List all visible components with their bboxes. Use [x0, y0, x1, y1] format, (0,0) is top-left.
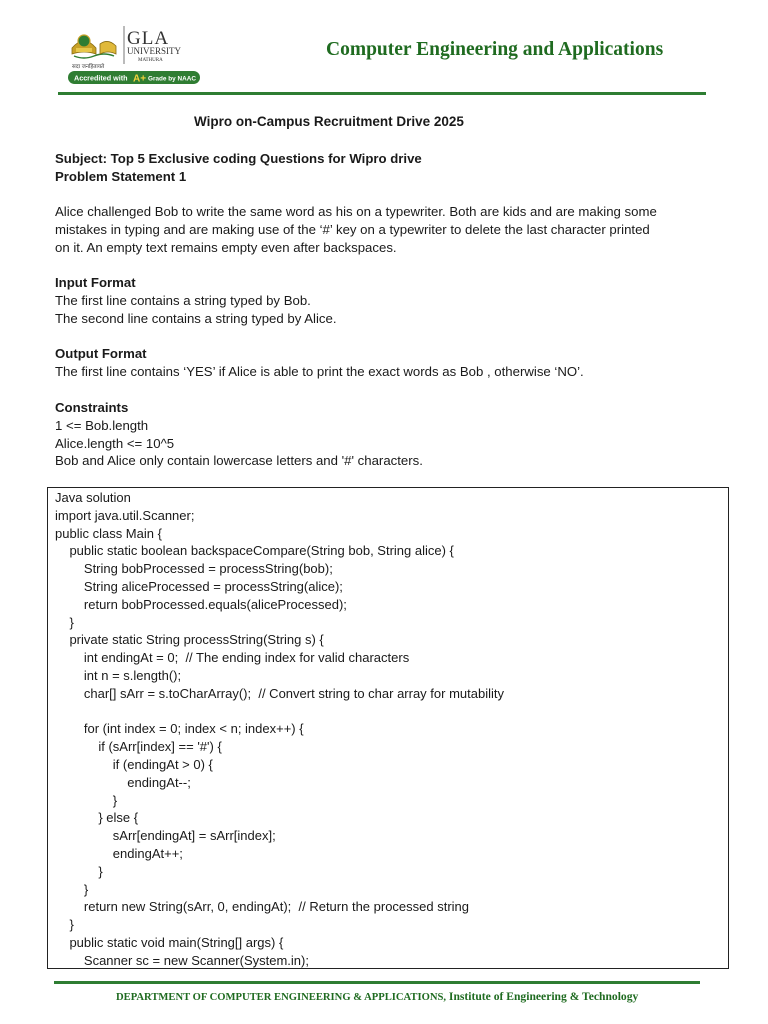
header-divider — [58, 92, 706, 95]
logo-grade: A+ — [133, 73, 147, 85]
code-line: } else { — [55, 810, 139, 826]
footer-text — [116, 990, 638, 1003]
output-format-line: The first line contains ‘YES’ if Alice is able to print the exact words as Bob , otherwise ‘NO’. — [55, 363, 584, 379]
logo-university: UNIVERSITY — [127, 46, 181, 56]
constraint-line: 1 <= Bob.length — [55, 417, 149, 433]
code-line: int n = s.length(); — [55, 667, 182, 683]
output-format-section — [55, 345, 715, 381]
code-line: String aliceProcessed = processString(alice); — [55, 578, 343, 594]
code-line: if (sArr[index] == '#') { — [55, 739, 222, 755]
code-line: public class Main { — [55, 525, 162, 541]
code-line: return bobProcessed.equals(aliceProcessed); — [55, 596, 347, 612]
code-line: int endingAt = 0; // The ending index for valid characters — [55, 650, 410, 666]
logo-accredited: Accredited with — [74, 73, 128, 83]
logo-motto: सदा जनहितायते — [72, 64, 105, 70]
code-block — [47, 487, 729, 969]
constraint-line: Alice.length <= 10^5 — [55, 435, 175, 451]
gla-university-logo — [66, 24, 202, 86]
code-line: public static boolean backspaceCompare(String bob, String alice) { — [55, 543, 454, 559]
problem-text — [55, 203, 715, 256]
department-title: Computer Engineering and Applications — [326, 39, 664, 60]
code-line: } — [55, 614, 74, 630]
code-line: return new String(sArr, 0, endingAt); // Return the processed string — [55, 899, 470, 915]
input-format-line: The second line contains a string typed by Alice. — [55, 310, 337, 326]
logo-city: MATHURA — [138, 58, 163, 63]
code-line: } — [55, 917, 74, 933]
code-line: import java.util.Scanner; — [55, 507, 195, 523]
subject-line: Subject: Top 5 Exclusive coding Questions for Wipro drive — [55, 151, 422, 166]
problem-text-line: mistakes in typing and are making use of the ‘#’ key on a typewriter to delete the last character printed — [55, 221, 650, 237]
code-line: char[] sArr = s.toCharArray(); // Convert string to char array for mutability — [55, 685, 504, 701]
code-line: sArr[endingAt] = sArr[index]; — [55, 828, 276, 844]
input-format-section — [55, 274, 715, 327]
problem-title: Problem Statement 1 — [55, 168, 187, 184]
code-line: } — [55, 881, 89, 897]
code-line: Scanner sc = new Scanner(System.in); — [55, 952, 309, 968]
code-line — [55, 703, 504, 721]
code-line: private static String processString(String s) { — [55, 632, 324, 648]
footer-institute: Institute of Engineering & Technology — [446, 990, 639, 1003]
code-line: } — [55, 792, 118, 808]
subject-section — [55, 150, 715, 186]
footer-department: DEPARTMENT OF COMPUTER ENGINEERING & APPLICATIONS, — [116, 992, 447, 1003]
code-line: if (endingAt > 0) { — [55, 756, 213, 772]
constraints-section — [55, 399, 715, 470]
logo-name: GLA — [127, 28, 170, 49]
footer-divider — [54, 981, 700, 984]
code-lines — [55, 489, 504, 969]
code-line: String bobProcessed = processString(bob); — [55, 561, 333, 577]
output-format-title: Output Format — [55, 346, 147, 361]
constraints-title: Constraints — [55, 400, 129, 415]
logo-naac: Grade by NAAC — [148, 75, 196, 83]
code-line: endingAt--; — [55, 774, 191, 790]
problem-text-line: on it. An empty text remains empty even after backspaces. — [55, 239, 397, 255]
code-line: for (int index = 0; index < n; index++) { — [55, 721, 304, 737]
code-line: endingAt++; — [55, 845, 183, 861]
code-line: public static void main(String[] args) { — [55, 934, 284, 950]
constraint-line: Bob and Alice only contain lowercase letters and '#' characters. — [55, 453, 423, 469]
university-emblem-icon — [72, 35, 116, 58]
problem-text-line: Alice challenged Bob to write the same word as his on a typewriter. Both are kids and are making some — [55, 204, 657, 219]
input-format-line: The first line contains a string typed by Bob. — [55, 292, 311, 308]
code-line: } — [55, 863, 103, 879]
document-heading: Wipro on-Campus Recruitment Drive 2025 — [194, 114, 464, 129]
code-label: Java solution — [55, 490, 131, 505]
input-format-title: Input Format — [55, 275, 136, 290]
